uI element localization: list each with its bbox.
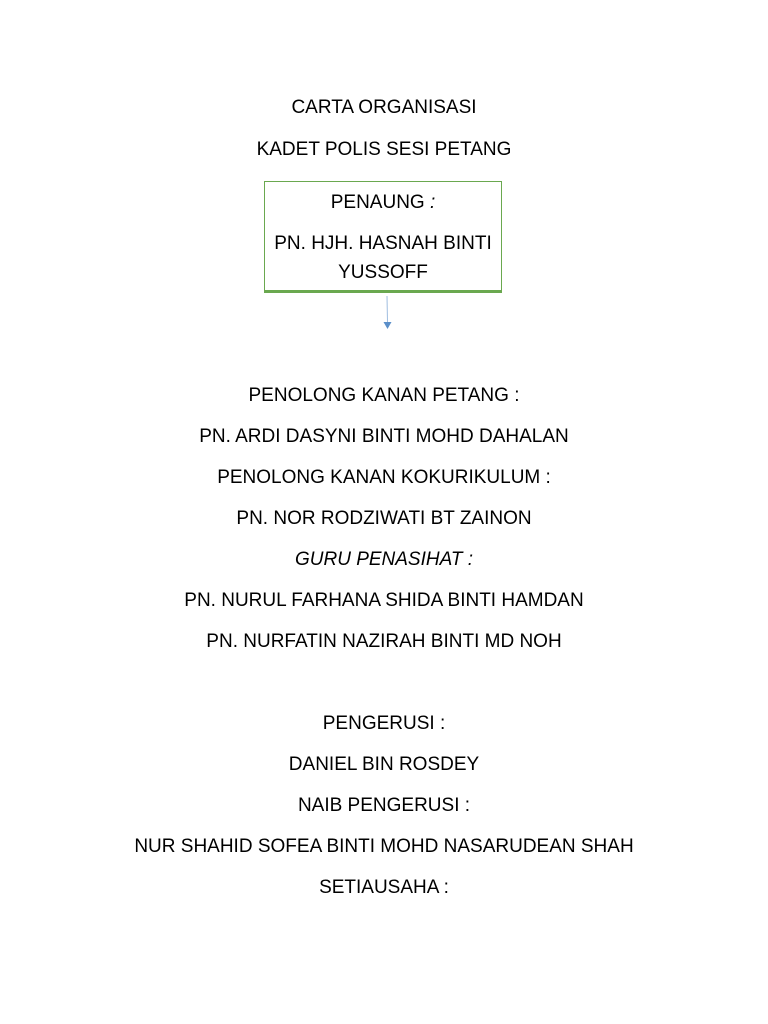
role-naib-pengerusi-name: NUR SHAHID SOFEA BINTI MOHD NASARUDEAN SHAH: [134, 836, 634, 857]
patron-label-colon: :: [424, 192, 436, 213]
role-pengerusi-name: DANIEL BIN ROSDEY: [288, 754, 480, 775]
role-naib-pengerusi-label: NAIB PENGERUSI :: [297, 795, 471, 816]
patron-name-line1: PN. HJH. HASNAH BINTI: [274, 233, 492, 254]
connector-arrow-icon: [378, 296, 398, 332]
role-guru-penasihat-label: GURU PENASIHAT :: [294, 549, 474, 570]
patron-label: [265, 191, 501, 215]
role-penolong-kanan-petang-label: PENOLONG KANAN PETANG :: [248, 385, 520, 406]
role-penolong-kanan-kokurikulum-label: PENOLONG KANAN KOKURIKULUM :: [217, 467, 551, 488]
role-setiausaha-label: SETIAUSAHA :: [319, 877, 449, 898]
role-penolong-kanan-petang-name: PN. ARDI DASYNI BINTI MOHD DAHALAN: [199, 426, 569, 447]
chart-title: CARTA ORGANISASI: [291, 97, 477, 118]
role-guru-penasihat-name-1: PN. NURUL FARHANA SHIDA BINTI HAMDAN: [184, 590, 584, 611]
patron-label-text: PENAUNG: [330, 192, 425, 213]
chart-subtitle: KADET POLIS SESI PETANG: [256, 139, 512, 160]
role-guru-penasihat-name-2: PN. NURFATIN NAZIRAH BINTI MD NOH: [206, 631, 562, 652]
role-pengerusi-label: PENGERUSI :: [322, 713, 446, 734]
patron-box: [264, 181, 502, 291]
patron-name-line2: YUSSOFF: [338, 262, 428, 283]
role-penolong-kanan-kokurikulum-name: PN. NOR RODZIWATI BT ZAINON: [236, 508, 532, 529]
